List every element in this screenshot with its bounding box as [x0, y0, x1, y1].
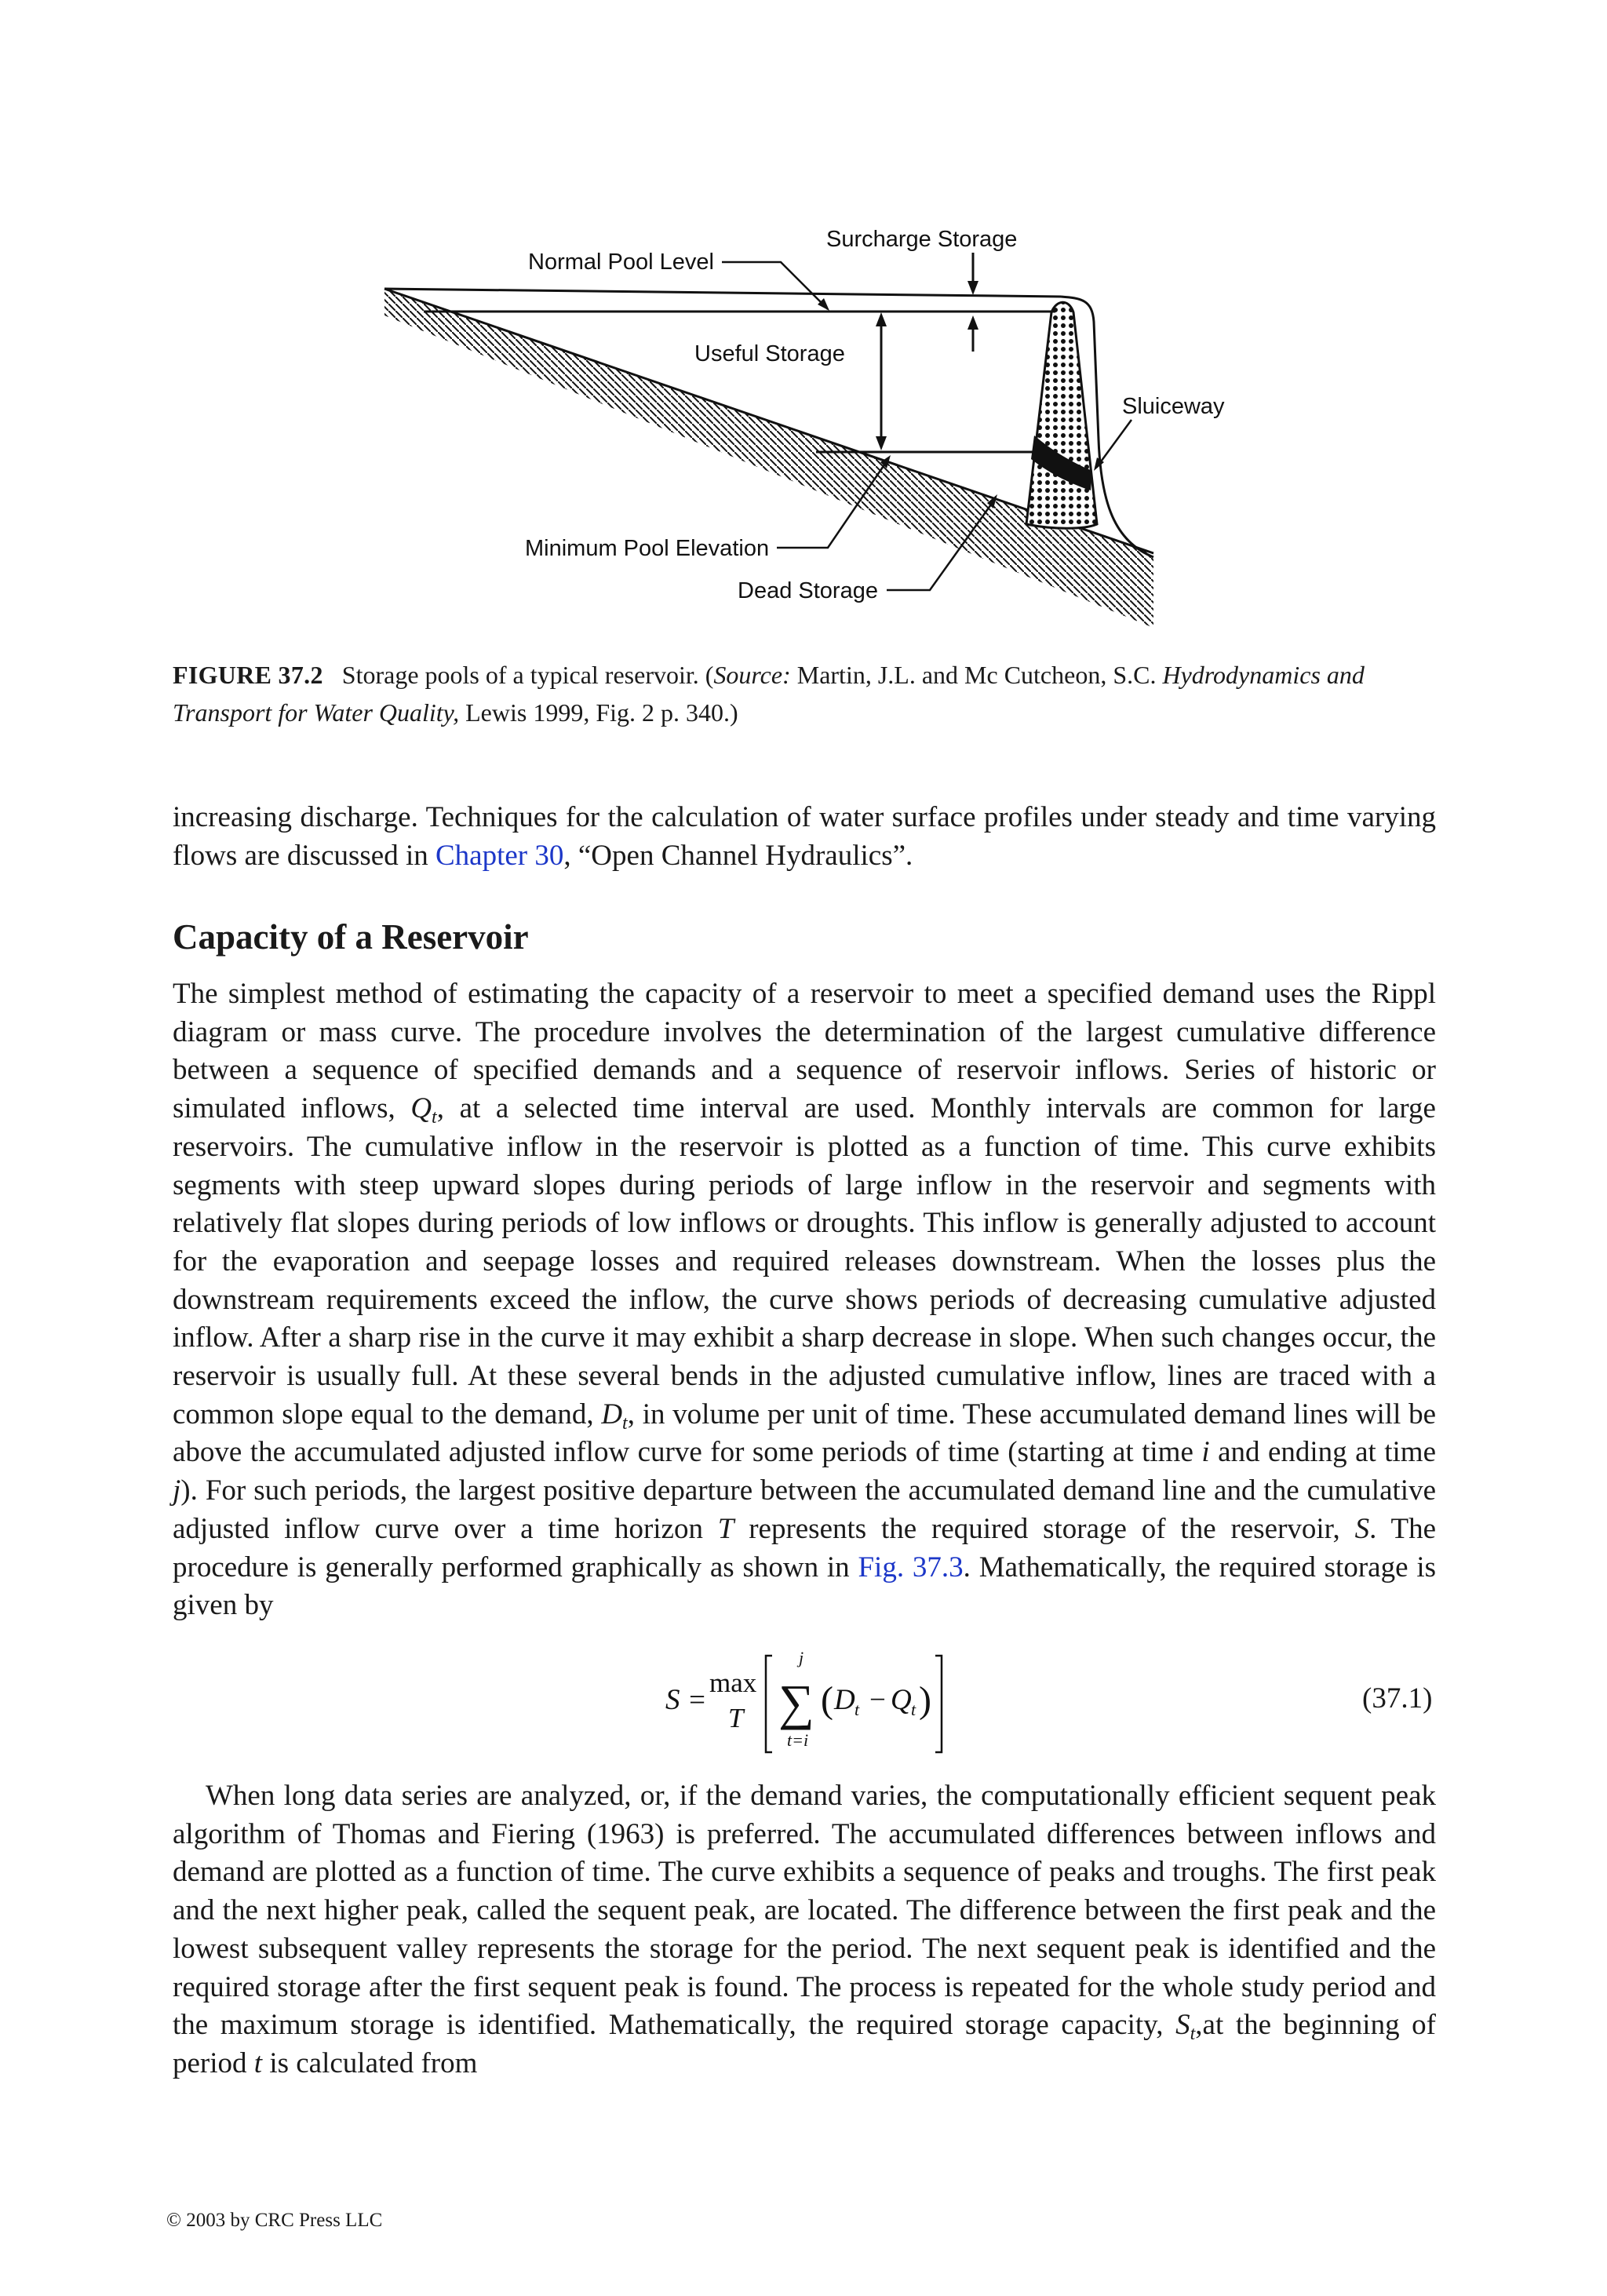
- caption-source-label: Source:: [713, 661, 791, 689]
- para1-text-end: , “Open Channel Hydraulics”.: [563, 839, 913, 872]
- fig-37-3-link[interactable]: Fig. 37.3: [858, 1551, 964, 1584]
- eq-close-paren: ): [919, 1679, 931, 1721]
- caption-text: Storage pools of a typical reservoir. (: [341, 661, 714, 689]
- eq-max: max: [709, 1667, 757, 1698]
- caption-authors: Martin, J.L. and Mc Cutcheon, S.C.: [790, 661, 1163, 689]
- label-normal-pool-level: Normal Pool Level: [528, 250, 714, 275]
- para2-text-8: . Mathematically, the required storage is given by: [173, 1551, 1436, 1622]
- eq-lhs: S =: [665, 1684, 707, 1716]
- var-t: T: [717, 1512, 734, 1545]
- section-heading: Capacity of a Reservoir: [173, 917, 529, 957]
- para3-text-2: ,at the beginning of period: [173, 2009, 1436, 2079]
- var-q-sub: t: [432, 1107, 437, 1128]
- eq-upper-limit: j: [799, 1648, 804, 1667]
- eq-horizon: T: [728, 1703, 744, 1733]
- eq-sigma: ∑: [778, 1675, 814, 1730]
- reservoir-diagram: [0, 0, 1607, 651]
- arrowhead-surcharge-up: [967, 315, 978, 330]
- var-s: S: [1354, 1512, 1370, 1545]
- normal-pool-leader: [722, 262, 828, 309]
- dam: [1026, 302, 1097, 528]
- var-q: Q: [410, 1092, 432, 1125]
- caption-publication: Lewis 1999, Fig. 2 p. 340.): [459, 698, 738, 727]
- caption-book-title: Hydrodynamics and Transport for Water Quality,: [173, 661, 1365, 727]
- var-st: S: [1175, 2009, 1190, 2042]
- var-d-sub: t: [622, 1412, 628, 1434]
- var-i: i: [1201, 1436, 1210, 1469]
- arrowhead-up: [876, 312, 887, 326]
- figure-number: FIGURE 37.2: [173, 661, 323, 689]
- paragraph-intro: [173, 799, 1436, 875]
- eq-lower-limit: t=i: [787, 1730, 809, 1750]
- para2-text-4: and ending at time: [1209, 1436, 1436, 1469]
- para2-text-5: ). For such periods, the largest positive departure between the accumulated demand line and the cumulative adjusted inflow curve over a time horizon: [173, 1474, 1436, 1545]
- sluiceway-leader: [1097, 420, 1131, 467]
- para2-text-6: represents the required storage of the reservoir,: [734, 1512, 1355, 1545]
- arrowhead-down: [876, 436, 887, 450]
- para2-text-3: , in volume per unit of time. These accumulated demand lines will be above the accumulated adjusted inflow curve for some periods of time (starting at time: [173, 1398, 1436, 1469]
- eq-d-sub: t: [855, 1700, 860, 1719]
- eq-open-paren: (: [821, 1679, 833, 1721]
- var-d: D: [601, 1398, 623, 1430]
- var-period-t: t: [253, 2046, 263, 2079]
- arrowhead-surcharge-down: [967, 281, 978, 295]
- label-surcharge-storage: Surcharge Storage: [826, 227, 1018, 252]
- var-st-sub: t: [1190, 2024, 1196, 2045]
- eq-q-sub: t: [911, 1700, 916, 1719]
- label-useful-storage: Useful Storage: [694, 341, 845, 366]
- label-sluiceway: Sluiceway: [1122, 394, 1225, 419]
- var-j: j: [173, 1474, 181, 1507]
- figure-caption: [173, 656, 1436, 731]
- label-dead-storage: Dead Storage: [738, 578, 878, 603]
- eq-q: Q: [891, 1684, 912, 1716]
- para2-text-2: , at a selected time interval are used. Monthly intervals are common for large reservoirs. The cumulative inflow in the reservoir is plotted as a function of time. This curve exhibits segments with steep upward slopes during periods of large inflow in the reservoir and segments with relatively flat slopes during periods of low inflows or droughts. This inflow is generally adjusted to account for the evaporation and seepage losses and required releases downstream. When the losses plus the downstream requirements exceed the inflow, the curve shows periods of decreasing cumulative adjusted inflow. After a sharp rise in the curve it may exhibit a sharp decrease in slope. When such changes occur, the reservoir is usually full. At these several bends in the adjusted cumulative inflow, lines are traced with a common slope equal to the demand,: [173, 1092, 1436, 1430]
- eq-minus: −: [869, 1684, 886, 1716]
- chapter-30-link[interactable]: Chapter 30: [435, 839, 564, 872]
- para1-text: increasing discharge. Techniques for the calculation of water surface profiles under steady and time varying flows are discussed in: [173, 801, 1436, 872]
- eq-right-bracket: [935, 1656, 942, 1752]
- para2-text-1: The simplest method of estimating the capacity of a reservoir to meet a specified demand uses the Rippl diagram or mass curve. The procedure involves the determination of the largest cumulative difference between a sequence of specified demands and a sequence of reservoir inflows. Series of historic or simulated inflows,: [173, 978, 1436, 1125]
- label-minimum-pool-elevation: Minimum Pool Elevation: [525, 536, 770, 561]
- para3-text-1: When long data series are analyzed, or, if the demand varies, the computationally efficient sequent peak algorithm of Thomas and Fiering (1963) is preferred. The accumulated differences between inflows and demand are plotted as a function of time. The curve exhibits a sequence of peaks and troughs. The first peak and the next higher peak, called the sequent peak, are located. The difference between the first peak and the lowest subsequent valley represents the storage for the period. The next sequent peak is identified and the required storage after the first sequent peak is found. The process is repeated for the whole study period and the maximum storage is identified. Mathematically, the required storage capacity,: [173, 1780, 1436, 2042]
- paragraph-sequent-peak: [173, 1777, 1436, 2083]
- copyright-footer: © 2003 by CRC Press LLC: [166, 2210, 383, 2231]
- paragraph-capacity: [173, 975, 1436, 1625]
- equation-number: (37.1): [1362, 1682, 1433, 1715]
- eq-d: D: [834, 1684, 855, 1716]
- normal-pool-top-line: [384, 289, 1061, 297]
- para3-text-3: is calculated from: [262, 2046, 478, 2079]
- eq-left-bracket: [766, 1656, 772, 1752]
- para2-text-7: . The procedure is generally performed graphically as shown in: [173, 1512, 1436, 1584]
